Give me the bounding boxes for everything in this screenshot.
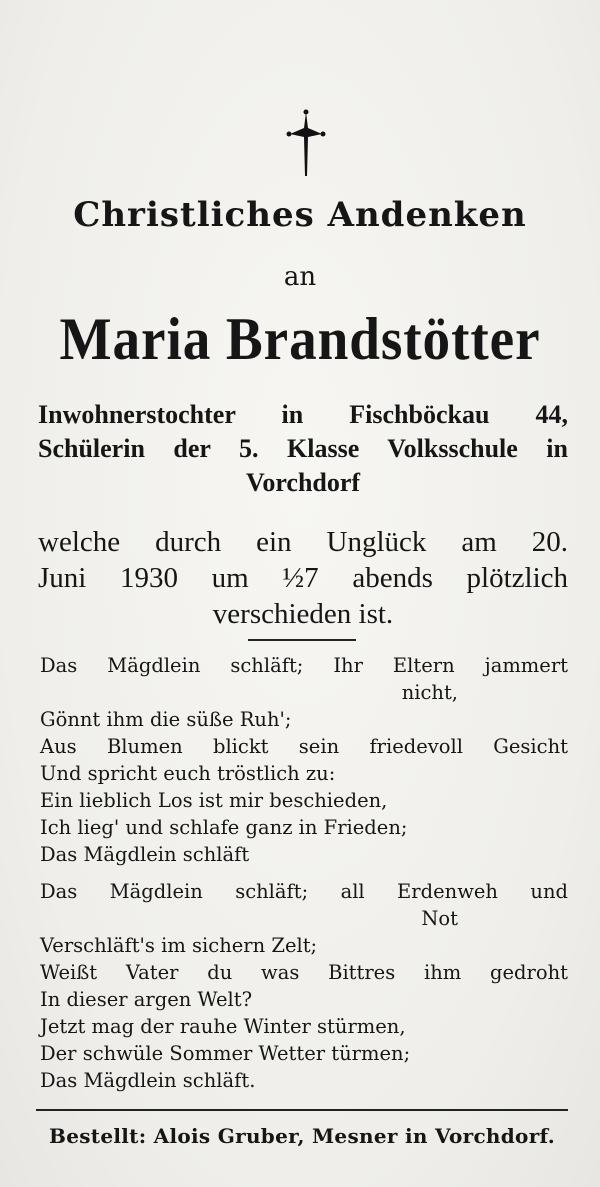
- poem-line: Not: [421, 907, 458, 930]
- poem-line: Der schwüle Sommer Wetter türmen;: [40, 1042, 411, 1065]
- card-title: Christliches Andenken: [73, 195, 527, 235]
- deceased-name: Maria Brandstötter: [59, 306, 541, 372]
- latin-cross-icon: [284, 108, 328, 178]
- poem-line: Ich lieg' und schlafe ganz in Frieden;: [40, 816, 408, 839]
- divider-short: [248, 639, 356, 641]
- poem-line: nicht,: [401, 681, 458, 704]
- poem-line: Verschläft's im sichern Zelt;: [40, 934, 318, 957]
- death-line: verschieden ist.: [212, 598, 394, 630]
- poem-line: Das Mägdlein schläft.: [40, 1069, 256, 1092]
- poem-line: Aus Blumen blickt sein friedevoll Gesicht: [40, 735, 568, 758]
- divider-long: [36, 1109, 568, 1111]
- stanza-gap: [40, 868, 568, 878]
- poem-line: Das Mägdlein schläft; Ihr Eltern jammert: [40, 654, 568, 677]
- poem-line: Und spricht euch tröstlich zu:: [40, 762, 336, 785]
- printer-credit: Bestellt: Alois Gruber, Mesner in Vorchdorf.: [49, 1124, 555, 1148]
- poem-line: Jetzt mag der rauhe Winter stürmen,: [40, 1015, 406, 1038]
- poem-stanza-2: [40, 878, 568, 1094]
- info-line: Schülerin der 5. Klasse Volksschule in: [38, 434, 568, 463]
- death-line: Juni 1930 um ½7 abends plötzlich: [38, 562, 568, 594]
- poem-line: Weißt Vater du was Bittres ihm gedroht: [40, 961, 568, 984]
- poem-stanza-1: [40, 652, 568, 868]
- poem: [40, 652, 568, 1094]
- info-line: Vorchdorf: [245, 468, 361, 497]
- death-line: welche durch ein Unglück am 20.: [38, 526, 568, 558]
- info-line: Inwohnerstochter in Fischböckau 44,: [38, 400, 568, 429]
- poem-line: Ein lieblich Los ist mir beschieden,: [40, 789, 388, 812]
- death-notice: [38, 524, 568, 632]
- poem-line: Das Mägdlein schläft: [40, 843, 250, 866]
- poem-line: Das Mägdlein schläft; all Erdenweh und: [40, 880, 568, 903]
- dedication-word: an: [283, 262, 317, 292]
- poem-line: Gönnt ihm die süße Ruh';: [40, 708, 292, 731]
- poem-line: In dieser argen Welt?: [40, 988, 253, 1011]
- person-info: [38, 398, 568, 500]
